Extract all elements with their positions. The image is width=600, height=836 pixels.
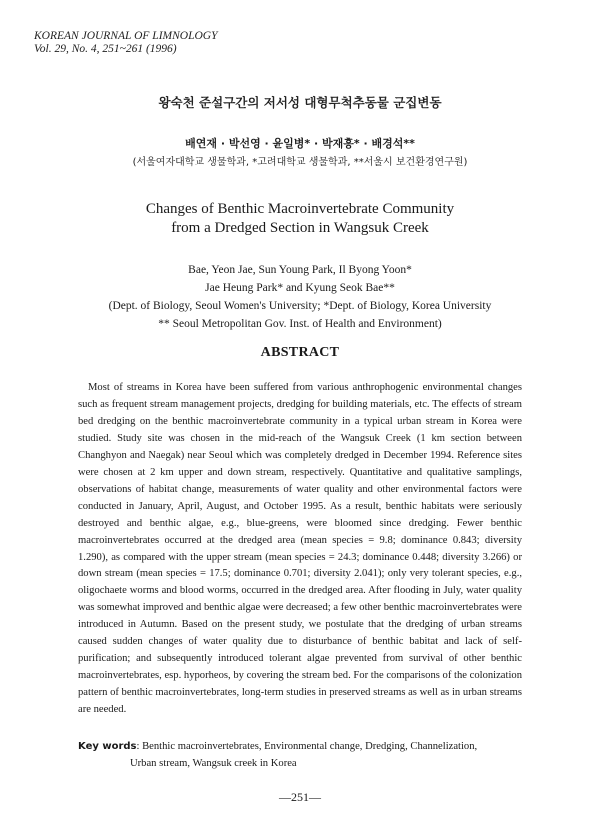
- english-authors: [0, 261, 600, 333]
- keywords-line1: [78, 738, 538, 755]
- english-affiliation-line1: (Dept. of Biology, Seoul Women's University; *Dept. of Biology, Korea University: [108, 300, 492, 312]
- journal-issue: Vol. 29, No. 4, 251~261 (1996): [34, 43, 177, 55]
- korean-affiliations: (서울여자대학교 생물학과, *고려대학교 생물학과, **서울시 보건환경연구원): [132, 157, 468, 168]
- english-authors-line2: Jae Heung Park* and Kyung Seok Bae**: [205, 282, 395, 294]
- page-number: —251—: [279, 790, 321, 804]
- english-affiliation-line2: ** Seoul Metropolitan Gov. Inst. of Health and Environment): [158, 318, 442, 330]
- english-title-line2: from a Dredged Section in Wangsuk Creek: [171, 220, 429, 236]
- abstract-body: Most of streams in Korea have been suffered from various anthrophogenic environmental changes such as frequent stream management projects, dredging for building materials, etc. The effects of stream bed dredging on the benthic macroinvertebrate community in a typical urban stream in Korea were studied. Study site was chosen in the mid-reach of the Wangsuk Creek (1 km section between Changhyon and Naegak) near Seoul which was completely dredged in December 1994. Reference sites were chosen at 2 km upper and down stream, respectively. Quantitative and qualitative samplings, observations of habitat change, measurements of water quality and other environmental factors were conducted in January, April, August, and October 1995. As a result, benthic habitats were seriously destroyed and benthic algae, e.g., blue-greens, were bloomed since dredging. Fewer benthic macroinvertebrates occurred at the dredged area (mean species = 9.8; dominance 0.843; diversity 1.290), as compared with the upper stream (mean species = 24.3; dominance 0.448; diversity 3.266) or down stream (mean species = 17.5; dominance 0.701; diversity 2.041); only very tolerant species, e.g., oligochaete worms and blood worms, occurred in the dredged area. After flooding in July, water quality was somewhat improved and benthic algae were decreased; a few other benthic macroinvertebrates were introduced in Autumn. Based on the present study, we postulate that the dredging of urban streams caused sudden changes of water quality due to disturbance of benthic babitat and lack of self-purification; and subsequently introduced tolerant algae prevented from survival of other benthic macroinvertebrates, esp. hyporheos, by covering the stream bed. For the comparisons of the colonization pattern of benthic macroinvertebrates, long-term studies in preserved streams as well as in urban streams are needed.: [78, 382, 522, 716]
- english-title: [0, 200, 600, 238]
- journal-header: [34, 30, 217, 56]
- journal-name: KOREAN JOURNAL OF LIMNOLOGY: [34, 30, 218, 42]
- english-authors-line1: Bae, Yeon Jae, Sun Young Park, Il Byong Yoon*: [188, 264, 412, 276]
- abstract-heading: ABSTRACT: [260, 345, 340, 360]
- keywords-text-2: Urban stream, Wangsuk creek in Korea: [130, 758, 297, 769]
- korean-title: 왕숙천 준설구간의 저서성 대형무척추동물 군집변동: [158, 95, 442, 110]
- keywords-text-1: Benthic macroinvertebrates, Environmental change, Dredging, Channelization,: [142, 741, 478, 752]
- keywords-block: [78, 738, 538, 772]
- english-title-line1: Changes of Benthic Macroinvertebrate Community: [145, 201, 455, 217]
- keywords-colon: :: [136, 741, 143, 752]
- keywords-label: Key words: [78, 741, 137, 752]
- korean-authors: 배연재 · 박선영 · 윤일병* · 박재흥* · 배경석**: [185, 137, 415, 150]
